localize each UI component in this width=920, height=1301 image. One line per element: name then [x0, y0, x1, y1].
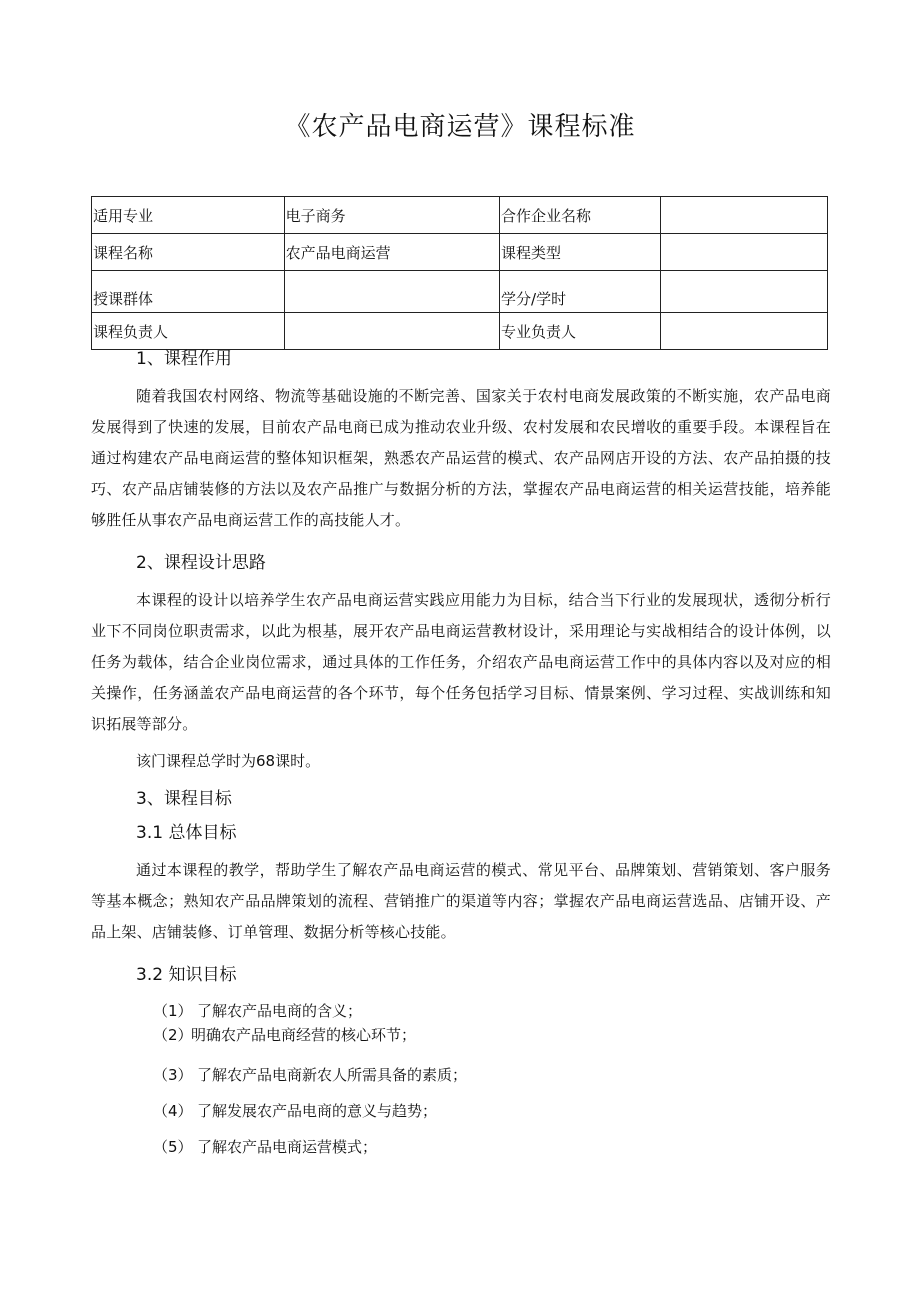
- list-item-number: （1）: [153, 1002, 193, 1020]
- table-row: [92, 271, 828, 313]
- table-cell: [661, 234, 828, 271]
- document-title: 《农产品电商运营》课程标准: [284, 112, 636, 142]
- section-heading: 1、课程作用: [136, 349, 232, 369]
- section-paragraph: 本课程的设计以培养学生农产品电商运营实践应用能力为目标，结合当下行业的发展现状，透彻分析行业下不同岗位职责需求，以此为根基，展开农产品电商运营教材设计，采用理论与实战相结合的设计体例，以任务为载体，结合企业岗位需求，通过具体的工作任务，介绍农产品电商运营工作中的具体内容以及对应的相关操作，任务涵盖农产品电商运营的各个环节，每个任务包括学习目标、情景案例、学习过程、实战训练和知识拓展等部分。: [91, 591, 831, 733]
- list-item-text: 了解农产品电商的含义；: [197, 1002, 363, 1020]
- table-cell: 授课群体: [92, 271, 285, 313]
- list-item: [91, 1023, 831, 1047]
- table-cell: 合作企业名称: [500, 197, 661, 234]
- section-paragraph: 随着我国农村网络、物流等基础设施的不断完善、国家关于农村电商发展政策的不断实施，农产品电商发展得到了快速的发展，目前农产品电商已成为推动农业升级、农村发展和农民增收的重要手段。本课程旨在通过构建农产品电商运营的整体知识框架，熟悉农产品运营的模式、农产品网店开设的方法、农产品拍摄的技巧、农产品店铺装修的方法以及农产品推广与数据分析的方法，掌握农产品电商运营的相关运营技能，培养能够胜任从事农产品电商运营工作的高技能人才。: [91, 387, 831, 529]
- table-cell: [661, 271, 828, 313]
- section-paragraph: 该门课程总学时为68课时。: [136, 752, 321, 770]
- list-item-text: 了解农产品电商新农人所需具备的素质；: [197, 1066, 468, 1084]
- list-item: [91, 1099, 831, 1123]
- table-cell: 课程负责人: [92, 313, 285, 350]
- section-paragraph: 通过本课程的教学，帮助学生了解农产品电商运营的模式、常见平台、品牌策划、营销策划、客户服务等基本概念；熟知农产品品牌策划的流程、营销推广的渠道等内容；掌握农产品电商运营选品、店铺开设、产品上架、店铺装修、订单管理、数据分析等核心技能。: [91, 861, 831, 941]
- section-heading: 2、课程设计思路: [136, 553, 266, 573]
- course-info-table: [91, 196, 828, 350]
- table-cell: 适用专业: [92, 197, 285, 234]
- section-heading: 3、课程目标: [136, 789, 232, 809]
- table-row: [92, 234, 828, 271]
- list-item-number: （3）: [153, 1066, 193, 1084]
- table-cell: 电子商务: [284, 197, 499, 234]
- table-row: [92, 197, 828, 234]
- knowledge-goal-list: [91, 999, 831, 1159]
- list-item-number: （4）: [153, 1102, 193, 1120]
- table-cell: 学分/学时: [500, 271, 661, 313]
- list-item-number: （2）: [153, 1026, 193, 1044]
- list-item: [91, 1063, 831, 1087]
- table-cell: [284, 271, 499, 313]
- table-cell: [284, 313, 499, 350]
- document-body: [91, 345, 831, 1159]
- list-item-number: （5）: [153, 1138, 193, 1156]
- list-item: [91, 1135, 831, 1159]
- table-row: [92, 313, 828, 350]
- table-cell: [661, 313, 828, 350]
- list-item: [91, 999, 831, 1023]
- subsection-heading: 3.1 总体目标: [136, 823, 237, 843]
- table-cell: 课程类型: [500, 234, 661, 271]
- list-item-text: 明确农产品电商经营的核心环节；: [191, 1026, 417, 1044]
- list-item-text: 了解农产品电商运营模式；: [197, 1138, 378, 1156]
- table-cell: 课程名称: [92, 234, 285, 271]
- table-cell: 专业负责人: [500, 313, 661, 350]
- list-item-text: 了解发展农产品电商的意义与趋势；: [197, 1102, 438, 1120]
- table-cell: [661, 197, 828, 234]
- subsection-heading: 3.2 知识目标: [136, 965, 237, 985]
- table-cell: 农产品电商运营: [284, 234, 499, 271]
